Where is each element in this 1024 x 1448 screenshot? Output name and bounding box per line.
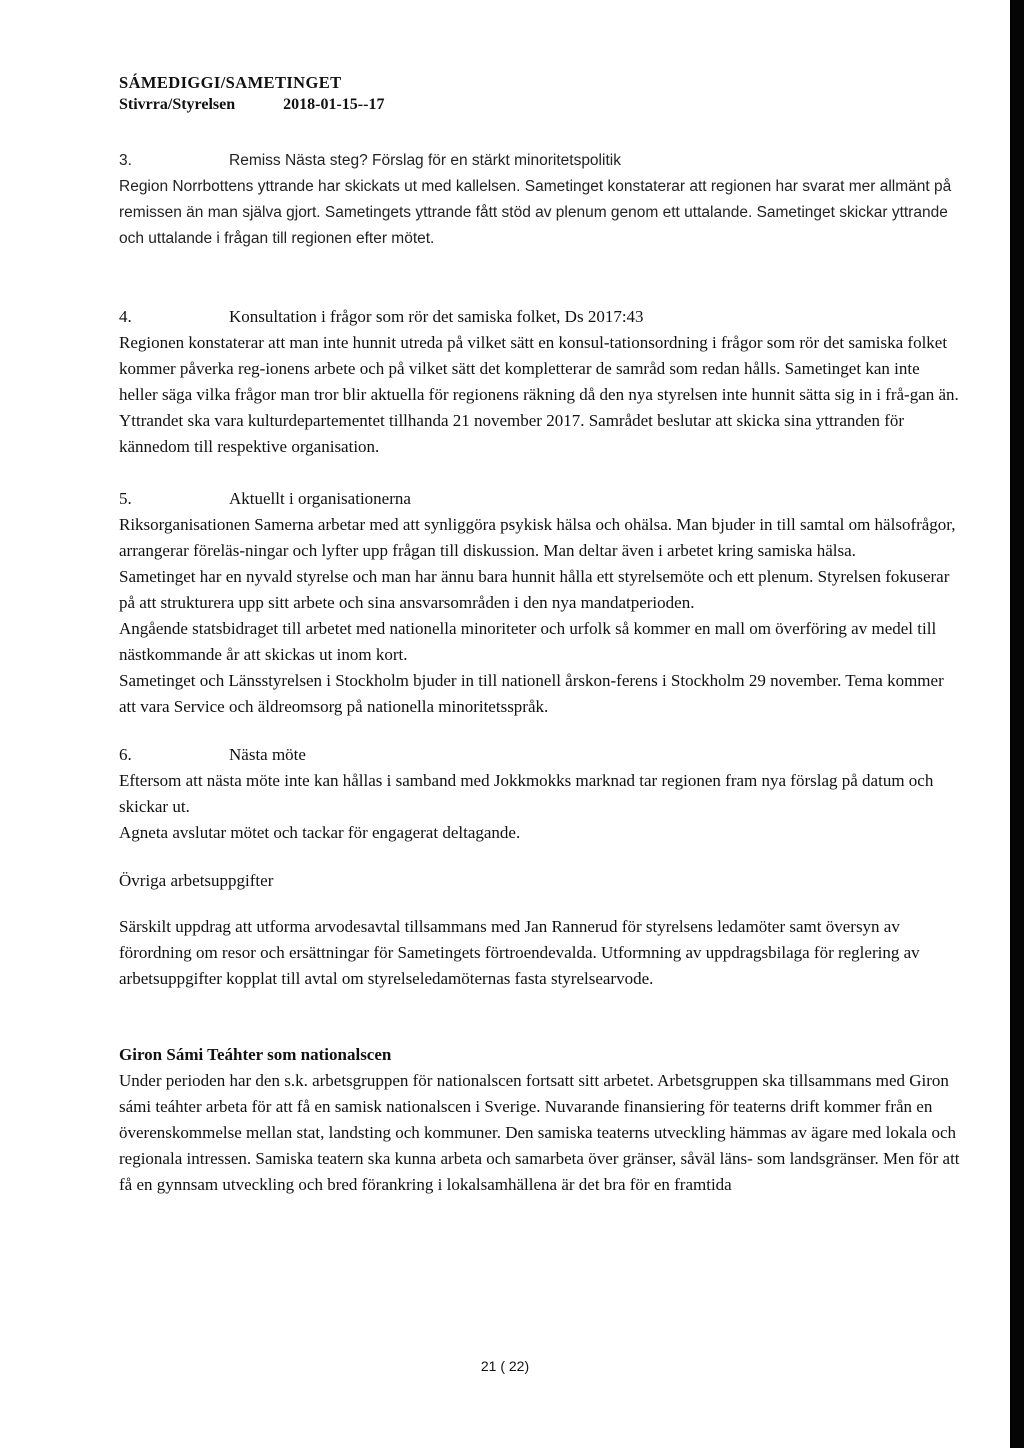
section-paragraph: Riksorganisationen Samerna arbetar med att synliggöra psykisk hälsa och ohälsa. Man bjuder in till samtal om hälsofrågor, arrangerar föreläs-ningar och lyfter upp frågan till diskussion. Man deltar även i arbetet kring samiska hälsa. — [119, 515, 956, 560]
ovriga-paragraph: Särskilt uppdrag att utforma arvodesavtal tillsammans med Jan Rannerud för styrelsens ledamöter samt översyn av förordning om resor och ersättningar för Sametingets förtroendevalda. Utformning av uppdragsbilaga för reglering av arbetsuppgifter kopplat till avtal om styrelseledamöternas fasta styrelsearvode. — [119, 917, 920, 988]
page-number: 21 ( 22) — [480, 1358, 530, 1374]
ovriga-title: Övriga arbetsuppgifter — [119, 871, 274, 890]
board-name: Stivrra/Styrelsen — [119, 96, 236, 113]
section-heading — [119, 148, 961, 174]
scan-edge — [1010, 0, 1024, 1448]
document-page — [119, 72, 961, 1198]
header-row — [119, 94, 961, 116]
section-title: Konsultation i frågor som rör det samiska folket, Ds 2017:43 — [229, 307, 644, 326]
section-paragraph: Eftersom att nästa möte inte kan hållas i samband med Jokkmokks marknad tar regionen fram nya förslag på datum och skickar ut. — [119, 771, 934, 816]
section-paragraph: Agneta avslutar mötet och tackar för engagerat deltagande. — [119, 823, 521, 842]
section-title: Aktuellt i organisationerna — [229, 489, 411, 508]
giron-section — [119, 1042, 961, 1198]
section-heading — [119, 486, 961, 512]
organization-name: SÁMEDIGGI/SAMETINGET — [119, 73, 342, 92]
section-paragraph: Region Norrbottens yttrande har skickats ut med kallelsen. Sametinget konstaterar att regionen har svarat mer allmänt på remissen än man själva gjort. Sametingets yttrande fått stöd av plenum genom ett uttalande. Sametinget skickar yttrande och uttalande i frågan till regionen efter mötet. — [119, 178, 952, 247]
giron-paragraph: Under perioden har den s.k. arbetsgruppen för nationalscen fortsatt sitt arbetet. Arbetsgruppen ska tillsammans med Giron sámi teáhter arbeta för att få en samisk nationalscen i Sverige. Nuvarande finansiering för teaterns drift kommer från en överenskommelse mellan stat, landsting och kommuner. Den samiska teaterns utveckling hämmas av ägare med lokala och regionala intressen. Samiska teatern ska kunna arbeta och samarbeta över gränser, såväl läns- som landsgränser. Men för att få en gynnsam utveckling och bred förankring i lokalsamhällena är det bra för en framtida — [119, 1071, 960, 1194]
section-4 — [119, 304, 961, 460]
section-paragraph: Angående statsbidraget till arbetet med nationella minoriteter och urfolk så kommer en mall om överföring av medel till nästkommande år att skickas ut inom kort. — [119, 619, 937, 664]
section-number: 6. — [119, 745, 132, 764]
section-paragraph: Sametinget och Länsstyrelsen i Stockholm bjuder in till nationell årskon-ferens i Stockholm 29 november. Tema kommer att vara Service och äldreomsorg på nationella minoritetsspråk. — [119, 671, 944, 716]
section-paragraph: Yttrandet ska vara kulturdepartementet tillhanda 21 november 2017. Samrådet beslutar att skicka sina yttranden för kännedom till respektive organisation. — [119, 411, 905, 456]
section-3 — [119, 148, 961, 252]
section-heading — [119, 742, 961, 768]
section-heading — [119, 304, 961, 330]
section-title: Remiss Nästa steg? Förslag för en stärkt minoritetspolitik — [229, 152, 621, 169]
section-paragraph: Sametinget har en nyvald styrelse och man har ännu bara hunnit hålla ett styrelsemöte och ett plenum. Styrelsen fokuserar på att strukturera upp sitt arbete och sina ansvarsområden i den nya mandatperioden. — [119, 567, 950, 612]
section-number: 5. — [119, 489, 132, 508]
meeting-date: 2018-01-15--17 — [283, 96, 385, 113]
section-paragraph: Regionen konstaterar att man inte hunnit utreda på vilket sätt en konsul-tationsordning i frågor som rör det samiska folket kommer påverka reg-ionens arbete och på vilket sätt det kompletterar de samråd som redan hålls. Sametinget kan inte heller säga vilka frågor man tror blir aktuella för regionens räkning då den nya styrelsen inte hunnit sätta sig in i frå-gan än. — [119, 333, 959, 404]
giron-title: Giron Sámi Teáhter som nationalscen — [119, 1045, 392, 1064]
section-5 — [119, 486, 961, 720]
section-title: Nästa möte — [229, 745, 306, 764]
section-6 — [119, 742, 961, 846]
ovriga-section — [119, 868, 961, 992]
section-number: 3. — [119, 152, 132, 169]
section-number: 4. — [119, 307, 132, 326]
